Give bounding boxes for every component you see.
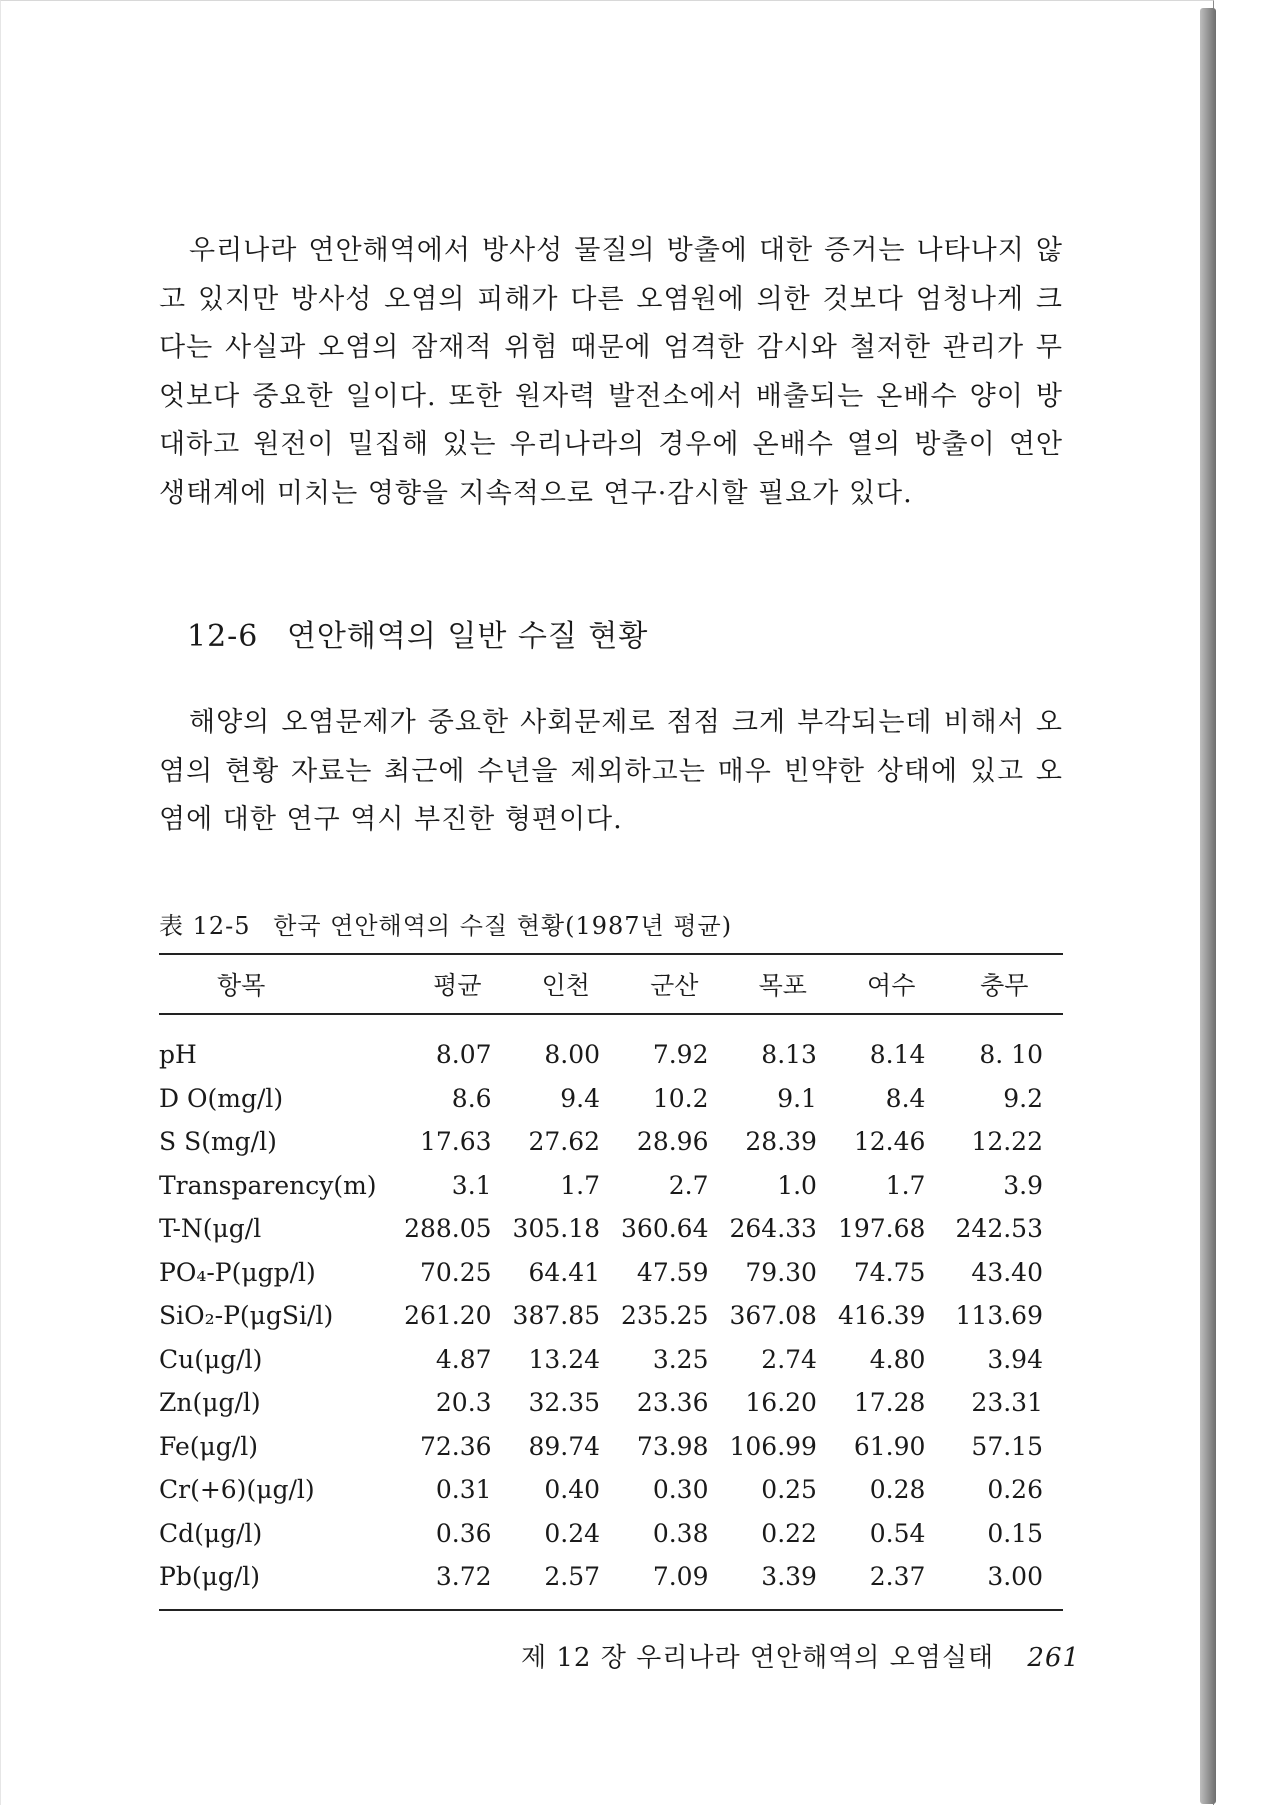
table-cell: 8.07 [435,1040,492,1070]
table-cell: 3.94 [987,1344,1043,1374]
table-cell: 27.62 [528,1127,601,1157]
header-mokpo: 목포 [729,954,837,1014]
table-row [159,1077,1063,1121]
table-cell: 17.28 [853,1388,926,1418]
table-cell: 3.25 [652,1344,709,1374]
table-row [159,1164,1063,1208]
table-cell: 72.36 [419,1431,492,1461]
paragraph-water-quality: 해양의 오염문제가 중요한 사회문제로 점점 크게 부각되는데 비해서 오염의 현황 자료는 최근에 수년을 제외하고는 매우 빈약한 상태에 있고 오염에 대한 연구 역시 부진한 형편이다. [159,707,1063,835]
table-row [159,1381,1063,1425]
table-cell: 9.1 [777,1083,817,1113]
table-caption-title: 한국 연안해역의 수질 현황(1987년 평균) [273,912,733,940]
table-row [159,1468,1063,1512]
table-cell: 3.00 [945,1555,1063,1610]
table-cell: 8.14 [869,1040,926,1070]
table-cell: 0.36 [435,1518,492,1548]
table-row [159,1251,1063,1295]
row-label: pH [159,1040,197,1070]
table-cell: 9.4 [560,1083,601,1113]
table-row [159,1512,1063,1556]
table-cell: 0.24 [544,1518,601,1548]
table-cell: 3.72 [403,1555,511,1610]
table-cell: 0.54 [869,1518,926,1548]
table-cell: 89.74 [528,1431,601,1461]
table-cell: 10.2 [652,1083,709,1113]
table-cell: 288.05 [404,1214,492,1244]
table-row [159,1338,1063,1382]
table-cell: 20.3 [435,1388,492,1418]
table-cell: 0.38 [652,1518,709,1548]
table-row [159,1014,1063,1077]
table-cell: 3.9 [1003,1170,1043,1200]
table-cell: 3.1 [451,1170,492,1200]
table-cell: 367.08 [729,1301,817,1331]
table-cell: 197.68 [837,1214,926,1244]
table-cell: 23.31 [971,1388,1043,1418]
section-heading [187,611,648,655]
table-cell: 74.75 [853,1257,926,1287]
paragraph-radioactive: 우리나라 연안해역에서 방사성 물질의 방출에 대한 증거는 나타나지 않고 있지만 방사성 오염의 피해가 다른 오염원에 의한 것보다 엄청나게 크다는 사실과 오염의 잠재적 위험 때문에 엄격한 감시와 철저한 관리가 무엇보다 중요한 일이다. 또한 원자력 발전소에서 배출되는 온배수 양이 방대하고 원전이 밀집해 있는 우리나라의 경우에 온배수 열의 방출이 연안 생태계에 미치는 영향을 지속적으로 연구·감시할 필요가 있다. [159,235,1063,509]
table-cell: 1.7 [560,1170,601,1200]
table-cell: 8. 10 [979,1040,1043,1070]
table-cell: 47.59 [636,1257,709,1287]
row-label: Cd(μg/l) [159,1518,263,1548]
table-caption-label: 表 12-5 [159,912,251,940]
table-cell: 0.28 [869,1475,926,1505]
table-cell: 3.39 [729,1555,837,1610]
table-cell: 0.22 [761,1518,817,1548]
table-cell: 0.15 [987,1518,1043,1548]
table-cell: 4.87 [435,1344,492,1374]
table-cell: 1.7 [885,1170,926,1200]
table-cell: 0.40 [544,1475,601,1505]
table-cell: 261.20 [404,1301,492,1331]
table-header-row [159,954,1063,1014]
header-item: 항목 [159,954,403,1014]
table-row [159,1120,1063,1164]
header-incheon: 인천 [512,954,620,1014]
table-cell: 70.25 [419,1257,492,1287]
table-cell: 61.90 [853,1431,926,1461]
table-cell: 1.0 [777,1170,817,1200]
table-cell: 7.09 [620,1555,728,1610]
header-chungmu: 충무 [945,954,1063,1014]
table-cell: 360.64 [621,1214,709,1244]
header-gunsan: 군산 [620,954,728,1014]
table-cell: 57.15 [971,1431,1043,1461]
table-cell: 264.33 [729,1214,817,1244]
table-cell: 2.37 [837,1555,945,1610]
table-cell: 64.41 [528,1257,601,1287]
table-cell: 106.99 [729,1431,817,1461]
table-cell: 73.98 [636,1431,709,1461]
section-title: 연안해역의 일반 수질 현황 [286,619,649,654]
table-cell: 8.00 [544,1040,601,1070]
row-label: Pb(μg/l) [159,1555,403,1610]
table-cell: 9.2 [1003,1083,1043,1113]
table-cell: 4.80 [869,1344,926,1374]
row-label: T-N(μg/l [159,1214,262,1244]
table-cell: 2.7 [668,1170,709,1200]
table-cell: 2.74 [761,1344,817,1374]
row-label: Cr(+6)(μg/l) [159,1475,315,1505]
table-cell: 12.22 [971,1127,1043,1157]
table-cell: 0.26 [987,1475,1043,1505]
table-cell: 387.85 [512,1301,601,1331]
row-label: SiO₂-P(μgSi/l) [159,1301,334,1331]
table-cell: 0.30 [652,1475,709,1505]
table-cell: 305.18 [512,1214,601,1244]
table-row [159,1425,1063,1469]
table-cell: 79.30 [745,1257,817,1287]
header-yeosu: 여수 [837,954,945,1014]
section-number: 12-6 [187,619,259,654]
water-quality-table [159,953,1063,1611]
footer-chapter: 제 12 장 우리나라 연안해역의 오염실태 [521,1643,995,1673]
page-number: 261 [1027,1643,1081,1673]
row-label: Cu(μg/l) [159,1344,263,1374]
table-cell: 16.20 [745,1388,817,1418]
table-cell: 0.31 [435,1475,492,1505]
table-body [159,1014,1063,1610]
running-footer [521,1637,1080,1674]
table-cell: 235.25 [621,1301,709,1331]
table-cell: 2.57 [512,1555,620,1610]
table-cell: 13.24 [528,1344,601,1374]
row-label: Fe(μg/l) [159,1431,258,1461]
table-caption [159,906,732,941]
page-edge-shadow [1200,8,1216,1804]
table-cell: 23.36 [636,1388,709,1418]
table-cell: 0.25 [761,1475,817,1505]
table-cell: 8.4 [885,1083,926,1113]
table-cell: 242.53 [955,1214,1043,1244]
table-cell: 113.69 [955,1301,1043,1331]
row-label: Zn(μg/l) [159,1388,261,1418]
table-row [159,1294,1063,1338]
row-label: PO₄-P(μgp/l) [159,1257,316,1287]
table-cell: 32.35 [528,1388,601,1418]
table-cell: 7.92 [652,1040,709,1070]
table-cell: 28.39 [745,1127,817,1157]
table-cell: 8.13 [761,1040,817,1070]
table-cell: 28.96 [636,1127,709,1157]
table-row [159,1207,1063,1251]
table-row [159,1555,1063,1610]
header-average: 평균 [403,954,511,1014]
table-cell: 12.46 [853,1127,926,1157]
table-cell: 416.39 [837,1301,926,1331]
table-cell: 8.6 [451,1083,492,1113]
table-cell: 43.40 [971,1257,1043,1287]
row-label: Transparency(m) [159,1170,377,1200]
row-label: D O(mg/l) [159,1083,284,1113]
table-cell: 17.63 [419,1127,492,1157]
row-label: S S(mg/l) [159,1127,277,1157]
